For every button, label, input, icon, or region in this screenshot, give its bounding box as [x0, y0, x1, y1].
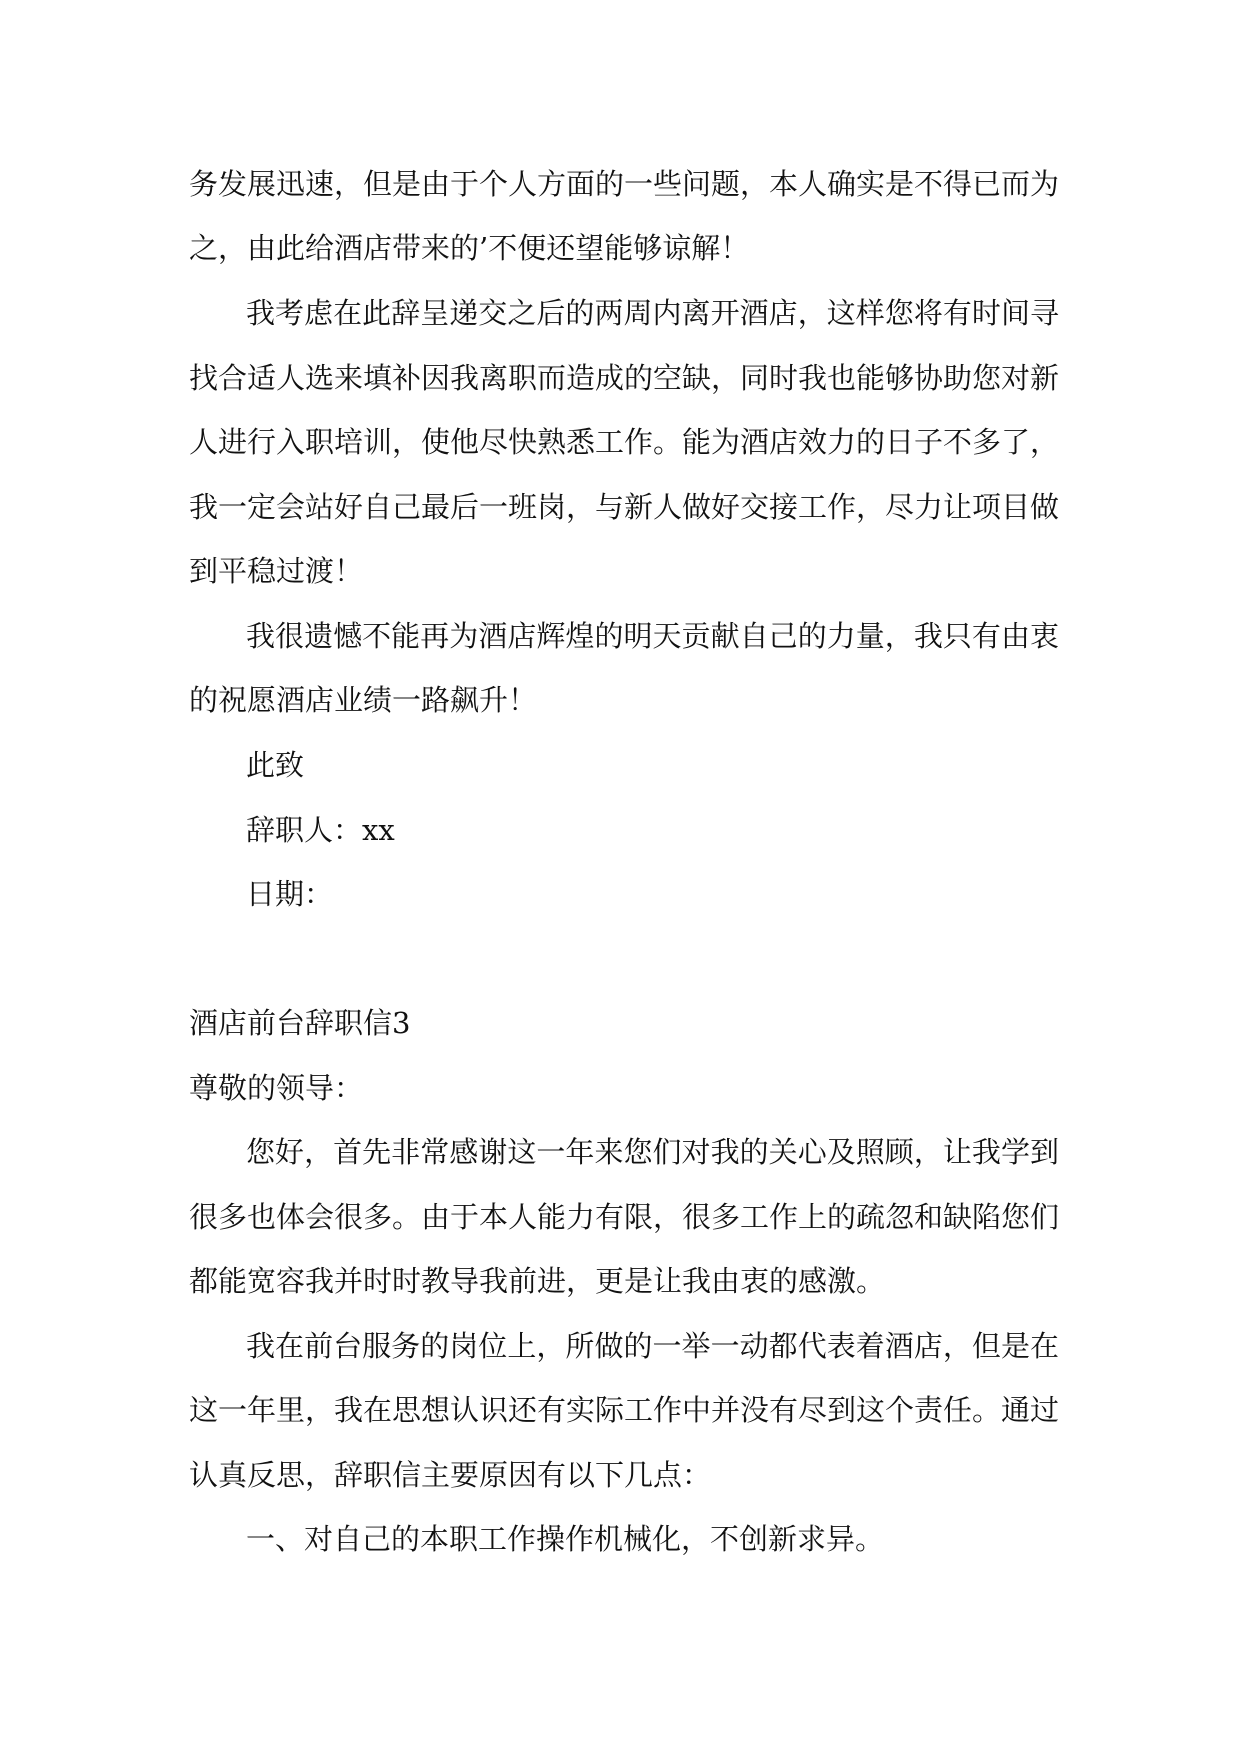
- paragraph-line: 的祝愿酒店业绩一路飙升！: [189, 683, 538, 717]
- paragraph-line: 之，由此给酒店带来的’不便还望能够谅解！: [189, 231, 750, 265]
- paragraph-line: 这一年里，我在思想认识还有实际工作中并没有尽到这个责任。通过: [189, 1393, 1059, 1427]
- paragraph-line: 我一定会站好自己最后一班岗，与新人做好交接工作，尽力让项目做: [189, 490, 1059, 524]
- list-item-line: 一、对自己的本职工作操作机械化，不创新求异。: [246, 1522, 885, 1556]
- paragraph-line: 人进行入职培训，使他尽快熟悉工作。能为酒店效力的日子不多了，: [189, 425, 1059, 459]
- paragraph-line: 务发展迅速，但是由于个人方面的一些问题，本人确实是不得已而为: [189, 167, 1059, 201]
- signature-line: 辞职人：xx: [246, 813, 395, 847]
- paragraph-line: 找合适人选来填补因我离职而造成的空缺，同时我也能够协助您对新: [189, 361, 1059, 395]
- section-title: 酒店前台辞职信3: [189, 1006, 411, 1040]
- paragraph-line: 我在前台服务的岗位上，所做的一举一动都代表着酒店，但是在: [246, 1329, 1059, 1363]
- closing-salutation: 此致: [246, 748, 305, 782]
- greeting-line: 尊敬的领导：: [189, 1071, 364, 1105]
- paragraph-line: 都能宽容我并时时教导我前进，更是让我由衷的感激。: [189, 1264, 886, 1298]
- date-line: 日期：: [246, 877, 334, 911]
- paragraph-line: 我考虑在此辞呈递交之后的两周内离开酒店，这样您将有时间寻: [246, 296, 1059, 330]
- paragraph-line: 我很遗憾不能再为酒店辉煌的明天贡献自己的力量，我只有由衷: [246, 619, 1059, 653]
- paragraph-line: 您好，首先非常感谢这一年来您们对我的关心及照顾，让我学到: [246, 1135, 1059, 1169]
- paragraph-line: 很多也体会很多。由于本人能力有限，很多工作上的疏忽和缺陷您们: [189, 1200, 1059, 1234]
- paragraph-line: 认真反思，辞职信主要原因有以下几点：: [189, 1458, 712, 1492]
- paragraph-line: 到平稳过渡！: [189, 554, 364, 588]
